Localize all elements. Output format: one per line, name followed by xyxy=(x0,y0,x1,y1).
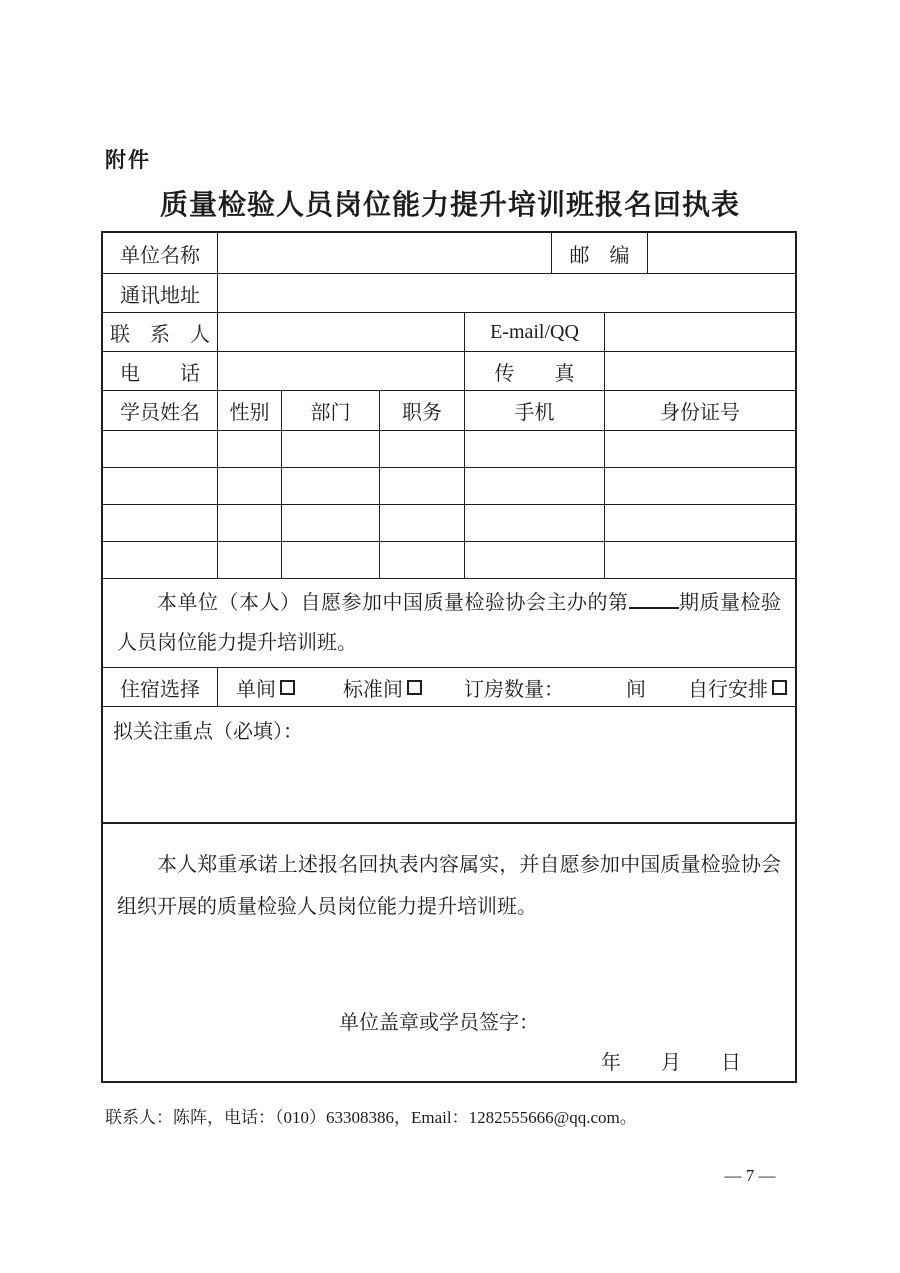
room-count-option xyxy=(464,673,564,702)
student-name-cell[interactable] xyxy=(103,468,218,504)
pledge-paragraph xyxy=(117,583,781,663)
footer-contact-line: 联系人：陈阵，电话：（010）63308386，Email：1282555666@qq.com。 xyxy=(105,1108,637,1127)
department-cell[interactable] xyxy=(282,542,380,578)
student-name-cell[interactable] xyxy=(103,542,218,578)
declaration-paragraph: 本人郑重承诺上述报名回执表内容属实，并自愿参加中国质量检验协会组织开展的质量检验人员岗位能力提升培训班。 xyxy=(117,854,781,918)
contact-person-label: 联 系 人 xyxy=(103,313,218,351)
position-cell[interactable] xyxy=(380,468,465,504)
department-cell[interactable] xyxy=(282,431,380,467)
student-name-header: 学员姓名 xyxy=(103,391,218,430)
self-arrange-checkbox[interactable] xyxy=(772,680,787,695)
student-table-header-row xyxy=(103,391,795,431)
postal-code-label: 邮 编 xyxy=(552,233,648,273)
department-cell[interactable] xyxy=(282,505,380,541)
standard-room-checkbox[interactable] xyxy=(407,680,422,695)
phone-input[interactable] xyxy=(218,352,465,390)
unit-name-label: 单位名称 xyxy=(103,233,218,273)
mobile-cell[interactable] xyxy=(465,542,605,578)
unit-name-input[interactable] xyxy=(218,233,552,273)
date-line: 年 月 日 xyxy=(601,1052,741,1074)
focus-label: 拟关注重点（必填）： xyxy=(113,721,303,743)
self-arrange-option xyxy=(688,673,787,702)
id-number-cell[interactable] xyxy=(605,468,795,504)
page-title: 质量检验人员岗位能力提升培训班报名回执表 xyxy=(159,189,740,220)
department-cell[interactable] xyxy=(282,468,380,504)
gender-cell[interactable] xyxy=(218,505,282,541)
single-room-checkbox[interactable] xyxy=(280,680,295,695)
registration-form-table xyxy=(101,231,797,1083)
mobile-cell[interactable] xyxy=(465,431,605,467)
email-qq-label: E-mail/QQ xyxy=(465,313,605,351)
student-name-cell[interactable] xyxy=(103,505,218,541)
row-unit-name xyxy=(103,233,795,274)
session-number-blank[interactable] xyxy=(629,603,679,609)
declaration-row xyxy=(103,824,795,1081)
page-number: — 7 — xyxy=(724,1166,776,1185)
contact-person-input[interactable] xyxy=(218,313,465,351)
mobile-cell[interactable] xyxy=(465,468,605,504)
pledge-text-after: 期质量检验人员岗位能力提升培训班。 xyxy=(117,592,781,654)
room-count-label: 订房数量： xyxy=(464,678,564,701)
address-label: 通讯地址 xyxy=(103,274,218,312)
id-number-cell[interactable] xyxy=(605,431,795,467)
room-count-unit xyxy=(626,673,646,702)
accommodation-row xyxy=(103,668,795,707)
accommodation-options xyxy=(218,668,795,706)
signature-space[interactable] xyxy=(539,1008,781,1038)
department-header: 部门 xyxy=(282,391,380,430)
standard-room-option xyxy=(343,673,422,702)
pledge-text-before: 本单位（本人）自愿参加中国质量检验协会主办的第 xyxy=(157,592,629,614)
position-cell[interactable] xyxy=(380,505,465,541)
gender-cell[interactable] xyxy=(218,468,282,504)
fax-input[interactable] xyxy=(605,352,795,390)
gender-cell[interactable] xyxy=(218,542,282,578)
row-phone-fax xyxy=(103,352,795,391)
signature-label: 单位盖章或学员签字： xyxy=(339,1012,539,1034)
phone-label: 电 话 xyxy=(103,352,218,390)
gender-cell[interactable] xyxy=(218,431,282,467)
email-qq-input[interactable] xyxy=(605,313,795,351)
single-room-option xyxy=(236,673,295,702)
student-row xyxy=(103,468,795,505)
student-row xyxy=(103,431,795,468)
mobile-cell[interactable] xyxy=(465,505,605,541)
student-row xyxy=(103,505,795,542)
fax-label: 传 真 xyxy=(465,352,605,390)
single-room-label: 单间 xyxy=(236,678,276,701)
row-contact-person xyxy=(103,313,795,352)
pledge-row xyxy=(103,579,795,668)
focus-row[interactable] xyxy=(103,707,795,824)
id-number-header: 身份证号 xyxy=(660,402,740,424)
student-name-cell[interactable] xyxy=(103,431,218,467)
id-number-cell[interactable] xyxy=(605,505,795,541)
mobile-header: 手机 xyxy=(465,391,605,430)
accommodation-label: 住宿选择 xyxy=(103,668,218,706)
position-header: 职务 xyxy=(380,391,465,430)
student-row xyxy=(103,542,795,579)
postal-code-input[interactable] xyxy=(648,233,795,273)
signature-line xyxy=(339,1008,781,1038)
position-cell[interactable] xyxy=(380,542,465,578)
gender-header: 性别 xyxy=(218,391,282,430)
attachment-label: 附件 xyxy=(105,149,151,172)
standard-room-label: 标准间 xyxy=(343,678,403,701)
room-count-unit-label: 间 xyxy=(626,678,646,701)
row-address xyxy=(103,274,795,313)
address-input[interactable] xyxy=(218,274,795,312)
self-arrange-label: 自行安排 xyxy=(688,678,768,701)
id-number-cell[interactable] xyxy=(605,542,795,578)
position-cell[interactable] xyxy=(380,431,465,467)
